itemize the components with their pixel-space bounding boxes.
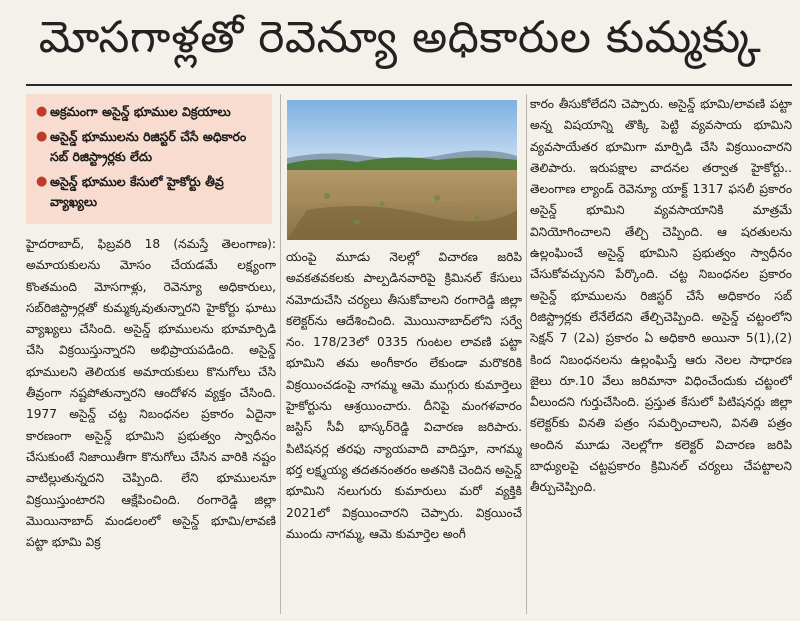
headline-rule xyxy=(26,84,792,86)
article-text: యంపై మూడు నెలల్లో విచారణ జరిపి అవకతవకలకు పాల్పడినవారిపై క్రిమినల్ కేసులు నమోదుచేసి చర్యలు తీసుకోవాలని రంగారెడ్డి జిల్లా కలెక్టర్‌ను ఆదేశించింది. మొయినాబాద్‌లోని సర్వే నం. 178/23లో 0335 గుంటల లావణి పట్టా భూమిని తమ అంగీకారం లేకుండా మరొకరికి విక్రయించడంపై నాగమ్మ ఆమె ముగ్గురు కుమార్తెలు హైకోర్టును ఆశ్రయించారు. దీనిపై మంగళవారం జస్టిస్ సీవీ భాస్కర్‌రెడ్డి విచారణ జరిపారు. పిటిషనర్ల తరఫు న్యాయవాది వాదిస్తూ, నాగమ్మ భర్త లక్ష్మయ్య తదతనంతరం అతనికి చెందిన అసైన్డ్ భూమిని నలుగురు కుమారులు మరో వ్యక్తికి 2021లో విక్రయించారని చెప్పారు. విక్రయించే ముందు నాగమ్మ, ఆమె కుమార్తెల అంగీ xyxy=(286,250,522,541)
farmland-photo xyxy=(287,100,517,240)
highlight-text: అక్రమంగా అసైన్డ్ భూముల విక్రయాలు xyxy=(50,104,231,119)
highlights-box xyxy=(26,94,272,224)
highlight-text: అసైన్డ్ భూముల కేసులో హైకోర్టు తీవ్ర వ్యాఖ్యలు xyxy=(50,174,224,209)
article-column-left xyxy=(26,234,276,614)
highlight-item xyxy=(36,127,264,167)
headline: మోసగాళ్లతో రెవెన్యూ అధికారుల కుమ్మక్కు xyxy=(38,12,762,63)
column-divider xyxy=(526,94,527,614)
article-column-right xyxy=(530,94,792,614)
farmland-image xyxy=(287,100,517,240)
highlight-item xyxy=(36,102,264,122)
article-text: హైదరాబాద్, ఫిబ్రవరి 18 (నమస్తే తెలంగాణ): అమాయకులను మోసం చేయడమే లక్ష్యంగా కొంతమంది మోసగాళ్లు, రెవెన్యూ అధికారులు, సబ్‌రిజిస్ట్రార్లతో కుమ్మక్కవుతున్నారని హైకోర్టు ఘాటు వ్యాఖ్యలు చేసింది. అసైన్డ్ భూములను భూమార్పిడి చేసి విక్రయిస్తున్నారని అభిప్రాయపడింది. అసైన్డ్ భూములని తెలియక అమాయకులు కొనుగోలు చేసి తీవ్రంగా నష్టపోతున్నారని ఆందోళన వ్యక్తం చేసింది. 1977 అసైన్డ్ చట్ట నిబంధనల ప్రకారం ఏదైనా కారణంగా అసైన్డ్ భూమిని ప్రభుత్వం స్వాధీనం చేసుకుంటే నిజాయితీగా కొనుగోలు చేసిన వారికి నష్టం వాటిల్లుతున్నదని చెప్పింది. లేని భూములనూ విక్రయిస్తుంటారని ఆక్షేపించింది. రంగారెడ్డి జిల్లా మొయినాబాద్ మండలంలో అసైన్డ్ భూమి/లావణి పట్టా భూమి విక్ర xyxy=(26,237,276,550)
bullet-icon: ● xyxy=(36,104,48,119)
column-divider xyxy=(280,94,281,614)
bullet-icon: ● xyxy=(36,174,48,189)
highlight-item xyxy=(36,172,264,212)
bullet-icon: ● xyxy=(36,129,48,144)
highlight-text: అసైన్డ్ భూములను రిజిస్టర్ చేసే అధికారం సబ్ రిజిస్ట్రార్లకు లేదు xyxy=(50,129,247,164)
article-column-middle xyxy=(286,247,522,617)
article-text: కారం తీసుకోలేదని చెప్పారు. అసైన్డ్ భూమి/లావణి పట్టా అన్న విషయాన్ని తొక్కి పెట్టి వ్యవసాయ భూమిని వ్యవసాయేతర భూమిగా మార్పిడి చేసి విక్రయించారని తెలిపారు. ఇరుపక్షాల వాదనల తర్వాత హైకోర్టు.. తెలంగాణ ల్యాండ్ రెవెన్యూ యాక్ట్ 1317 ఫసలీ ప్రకారం అసైన్డ్ భూమిని వ్యవసాయానికి మాత్రమే వినియోగించాలని తేల్చి చెప్పింది. ఆ షరతులను ఉల్లంఘించే అసైన్డ్ భూమిని ప్రభుత్వం స్వాధీనం చేసుకోవచ్చునని పేర్కొంది. చట్ట నిబంధనల ప్రకారం అసైన్డ్ భూములను రిజిస్టర్ చేసే అధికారం సబ్ రిజిస్ట్రార్లకు లేనేలేదని తేల్చిచెప్పింది. అసైన్డ్ చట్టంలోని సెక్షన్ 7 (2ఎ) ప్రకారం ఏ అధికారి అయినా 5(1),(2) కింద నిబంధనలను ఉల్లంఘిస్తే ఆరు నెలల సాధారణ జైలు రూ.10 వేలు జరిమానా విధించేందుకు చట్టంలో వీలుందని గుర్తుచేసింది. ప్రస్తుత కేసులో పిటిషనర్లు జిల్లా కలెక్టర్‌కు వినతి పత్రం సమర్పించాలని, వినతి పత్రం అందిన మూడు నెలల్లోగా కలెక్టర్ విచారణ జరిపి బాధ్యులపై చట్టప్రకారం క్రిమినల్ చర్యలు చేపట్టాలని తీర్పుచెప్పింది. xyxy=(530,97,792,495)
